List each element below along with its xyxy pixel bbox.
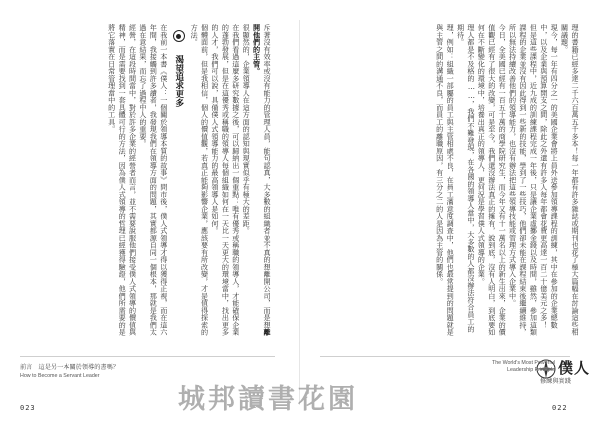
right-page — [300, 0, 600, 425]
section-heading — [173, 30, 185, 107]
body-paragraph: 斥著沒有效率或沒有能力的管理人員，能句認真，大多數的組織者並不真的想離開公司，而是想離開他們的主管。 — [252, 24, 272, 336]
section-title: 渴望追求更多 — [173, 55, 184, 108]
right-page-body — [328, 24, 580, 339]
section-bullet-icon — [173, 30, 185, 42]
footer-rule — [320, 356, 570, 357]
book-title: 僕人 — [558, 359, 591, 377]
body-paragraph: 很顯然的，企業領導人在這方面的認知與現實似乎有極大的差距。 — [242, 24, 252, 235]
body-paragraph: 但是這些課程中，近九成的訓練課程完成一年後，只是讓企業虛擲金錢以及時間，雖然，參加這類課程的企業並沒有因此得到一些新的技能，學到了一些技巧，他們卻未能在課程結束後繼續維持，所以無法持續改善他們的領導能力，也沒有辦法把這些領導技能或管理方式導入企業中。 — [508, 24, 539, 336]
body-paragraph: 理人都是不及格的……，我們不難發現，在各國的領導人當中，大多數的人都沒辦法符合員工的期待。 — [456, 24, 476, 333]
page-number-right: 022 — [552, 404, 568, 412]
footer-english-title: How to Become a Servant Leader — [20, 373, 100, 379]
body-paragraph: 理的書籍已經多達二千六百萬五千多本！每一年都有許多雜誌或期刊也花了極大篇幅在討論這些相關議題。 — [560, 24, 580, 336]
highlighted-text: 離開他們的主管。 — [252, 24, 272, 336]
book-subtitle-zh: 修練與實踐 — [540, 378, 571, 385]
watermark-text: 城邦讀書花園 — [178, 384, 358, 415]
body-paragraph: 在我們看過這麼多研究數據之後，可以歸納出一個重點：唯有優秀或稱職的領導人，才能確保企業的蓬勃發展，但是在這優秀或稱職的領導人每個組織如何在一天比一天更大的環境當中，找出更多的人才，我們可以說，具備僕人式領導能力的最高領導人是如何。 — [210, 24, 241, 336]
footer-chapter-title: 前言 這是另一本關於領導的書嗎？ — [20, 364, 119, 371]
body-paragraph: 經營，在這段時間當中，對於許多企業的經營者而言，並不需要說服他們接受僕人式領導的價值與精神，而是需要找到一套具體可行的方法，因為僕人式領導的哲理已經獲得驗證，他們所需要的是將它落實在日常管理當中的工具。 — [107, 24, 138, 336]
body-paragraph: 個體面前，但是我相信，個人的價值觀，若真正能夠影響企業，應該要有所改變，才是值得探索的方法。 — [190, 24, 210, 336]
left-page-body — [22, 24, 272, 339]
body-paragraph: 今日，全美國已經有一百五十萬的商學院研究生，而今年又有十一萬名以上的新生出來，企業的價值觀已經有了很大的改變，可是至今，我們還沒辦法真正的擁有，說到底，沒有人明白，到底要如何在不斷變化的環境中，培養出真正的領導人，更何況是學習僕人式領導的企業。 — [477, 24, 508, 336]
body-paragraph: 理，例如：組織一部屬的員工與主管相處不良，在員工滿意度調查中，他們也最常提到的問題就是與主管之間的溝通不良，而員工的離職原因，有三分之二的人是因為主管的關係。 — [435, 24, 456, 336]
book-subtitle-en-2: Leadership Principle — [507, 367, 555, 373]
book-subtitle-en-1: The World's Most Powerful — [491, 360, 555, 366]
footer-rule — [20, 356, 275, 357]
page-number-left: 023 — [20, 404, 36, 412]
body-paragraph: 現今，每一年有四分之一的美國企業會將上員外送參加領導課程的訓練，其中在參加的企業總數中，以及企業與預算開支之間，除此之外還有許多人每年都會花費更高達一百二十億美元之多！ — [539, 24, 560, 329]
body-paragraph: 在我前一本書《僕人：一個關於領導本質的故事》問市後，僕人式領導才得以獲得正視，而在這六年間，我接觸到許多讀者，我發現我們在領導方面的問題，其實都源自同一個根本，那就是我們太過在意結果，而忘了過程中人的重要。 — [138, 24, 169, 336]
